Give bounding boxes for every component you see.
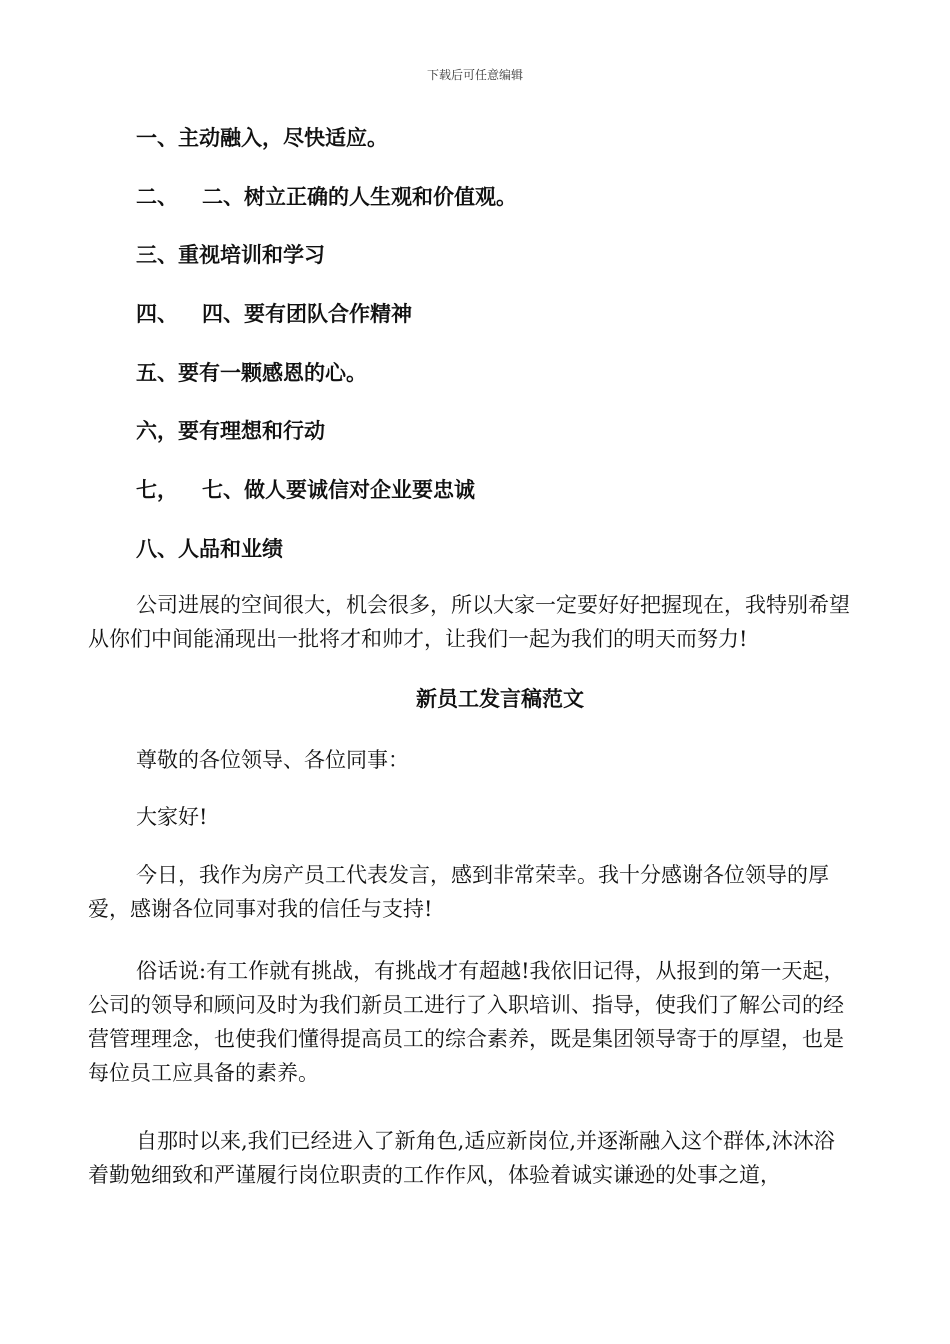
outline-item-number: 二、 [136, 184, 178, 209]
greeting-text: 大家好! [136, 805, 208, 829]
outline-item-number: 四、 [136, 302, 178, 327]
outline-item-number: 五、 [136, 360, 178, 385]
greeting [88, 800, 854, 834]
outline-item [136, 472, 517, 531]
outline-item [136, 296, 517, 355]
paragraph-3 [88, 954, 854, 1090]
outline-item-number: 八、 [136, 536, 178, 561]
outline-item-text: 人品和业绩 [178, 536, 283, 561]
paragraph-4 [88, 1124, 854, 1192]
header-note: 下载后可任意编辑 [426, 68, 523, 82]
outline-item-text: 七、做人要诚信对企业要忠诚 [202, 478, 475, 503]
outline-item-text: 二、树立正确的人生观和价值观。 [202, 184, 517, 209]
outline-list [136, 120, 517, 590]
salutation-text: 尊敬的各位领导、各位同事： [136, 748, 409, 772]
paragraph-3-text: 俗话说:有工作就有挑战，有挑战才有超越!我依旧记得，从报到的第一天起，公司的领导和顾问及时为我们新员工进行了入职培训、指导，使我们了解公司的经营管理理念，也使我们懂得提高员工的综合素养，既是集团领导寄于的厚望，也是每位员工应具备的素养。 [88, 959, 845, 1085]
outline-item-text: 要有理想和行动 [178, 419, 325, 444]
closing-paragraph [88, 588, 854, 656]
outline-item [136, 120, 517, 179]
outline-item [136, 413, 517, 472]
outline-item-number: 三、 [136, 243, 178, 268]
outline-item-text: 主动融入，尽快适应。 [178, 126, 388, 150]
outline-item [136, 531, 517, 590]
outline-item [136, 179, 517, 238]
outline-item-text: 重视培训和学习 [178, 243, 325, 268]
outline-item-text: 要有一颗感恩的心。 [178, 360, 367, 385]
document-title: 新员工发言稿范文 [416, 687, 584, 711]
closing-paragraph-text: 公司进展的空间很大，机会很多，所以大家一定要好好把握现在，我特别希望从你们中间能涌现出一批将才和帅才，让我们一起为我们的明天而努力! [88, 593, 850, 651]
outline-item-text: 四、要有团队合作精神 [202, 302, 412, 327]
paragraph-2-text: 今日，我作为房产员工代表发言，感到非常荣幸。我十分感谢各位领导的厚爱，感谢各位同事对我的信任与支持! [88, 863, 829, 921]
outline-item-number: 一、 [136, 126, 178, 150]
salutation [88, 743, 854, 777]
outline-item-number: 六， [136, 419, 178, 444]
outline-item [136, 237, 517, 296]
outline-item-number: 七， [136, 478, 178, 503]
paragraph-4-text: 自那时以来,我们已经进入了新角色,适应新岗位,并逐渐融入这个群体,沐沐浴着勤勉细致和严谨履行岗位职责的工作作风，体验着诚实谦逊的处事之道， [88, 1129, 835, 1187]
paragraph-2 [88, 858, 854, 926]
outline-item [136, 355, 517, 414]
